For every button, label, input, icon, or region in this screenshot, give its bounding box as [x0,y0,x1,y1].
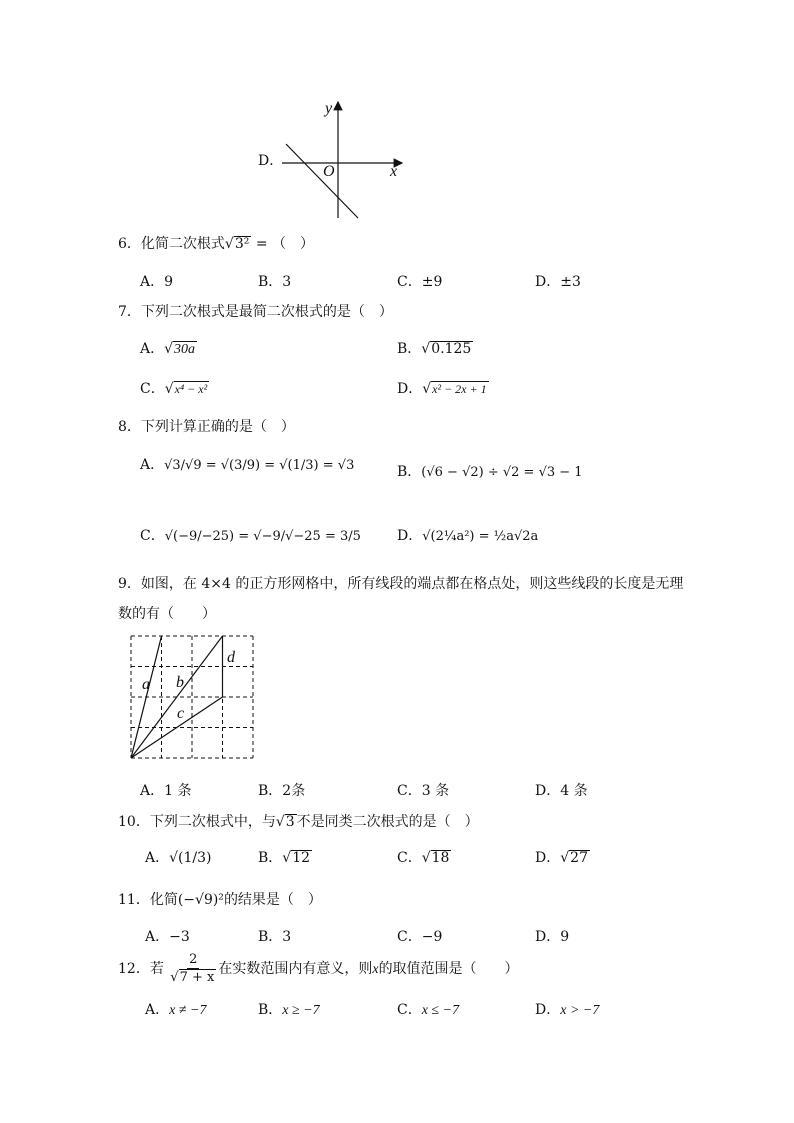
q7-option-a[interactable]: A．√30a [140,341,196,357]
x-axis-label: x [390,163,398,180]
q7-option-b[interactable]: B．√0.125 [397,341,472,357]
q5-option-d-label: D． [258,153,284,169]
q9-option-a[interactable]: A．1 条 [140,783,192,799]
q6-radicand: 3² [234,236,250,252]
q6-option-b[interactable]: B．3 [258,274,292,290]
q6-option-c[interactable]: C．±9 [397,274,443,290]
q8-option-a[interactable]: A．√3/√9 = √(3/9) = √(1/3) = √3 [140,457,355,473]
q10-option-a[interactable]: A．√(1/3) [145,850,212,866]
q12-option-d[interactable]: D．x > −7 [535,1002,600,1018]
q5-line-graph [270,96,420,226]
graph-line [286,144,358,218]
q9-grid-figure [126,630,260,764]
question-12-stem: 12．若 $\frac{2}{√7 + x}$ 在实数范围内有意义，则x的取值范围是（ ） [118,952,519,985]
y-axis-label: y [325,100,333,117]
q12-option-c[interactable]: C．x ≤ −7 [397,1002,460,1018]
segment-b-label: b [176,674,184,691]
q9-option-d[interactable]: D．4 条 [535,783,588,799]
segment-d-label: d [227,649,235,666]
q9-option-c[interactable]: C．3 条 [397,783,450,799]
question-6-stem: 6．化简二次根式√3² = （ ） [118,236,315,252]
origin-label: O [323,163,335,180]
question-9-stem-line1: 9．如图，在 4×4 的正方形网格中，所有线段的端点都在格点处，则这些线段的长度是无理 [118,576,684,592]
question-8-stem: 8．下列计算正确的是（ ） [118,419,295,435]
q11-option-a[interactable]: A．−3 [145,929,190,945]
q12-option-a[interactable]: A．x ≠ −7 [145,1002,207,1018]
q7-option-d[interactable]: D．√x² − 2x + 1 [397,381,487,397]
q12-option-b[interactable]: B．x ≥ −7 [258,1002,320,1018]
q12-fraction: $\frac{2}{√7 + x}$ [170,952,215,985]
q10-option-b[interactable]: B．√12 [258,850,311,866]
q8-option-d[interactable]: D．√(2¼a²) = ½a√2a [397,528,539,544]
q7-option-c[interactable]: C．√x⁴ − x² [140,381,208,397]
q8-option-b[interactable]: B．(√6 − √2) ÷ √2 = √3 − 1 [397,464,583,480]
question-11-stem: 11．化简(−√9)²的结果是（ ） [118,892,322,908]
segment-c-label: c [177,705,185,722]
q6-option-d[interactable]: D．±3 [535,274,581,290]
q6-option-a[interactable]: A．9 [140,274,174,290]
q9-option-b[interactable]: B．2条 [258,783,306,799]
q8-option-c[interactable]: C．√(−9/−25) = √−9/√−25 = 3/5 [140,528,361,544]
question-9-stem-line2: 数的有（ ） [118,606,216,622]
q11-option-b[interactable]: B．3 [258,929,292,945]
segment-a [131,636,162,758]
q11-option-c[interactable]: C．−9 [397,929,443,945]
question-10-stem: 10．下列二次根式中，与√3 不是同类二次根式的是（ ） [118,814,479,830]
q10-option-d[interactable]: D．√27 [535,850,588,866]
q10-option-c[interactable]: C．√18 [397,850,450,866]
question-7-stem: 7．下列二次根式是最简二次根式的是（ ） [118,304,393,320]
q11-option-d[interactable]: D．9 [535,929,570,945]
segment-a-label: a [142,676,150,693]
